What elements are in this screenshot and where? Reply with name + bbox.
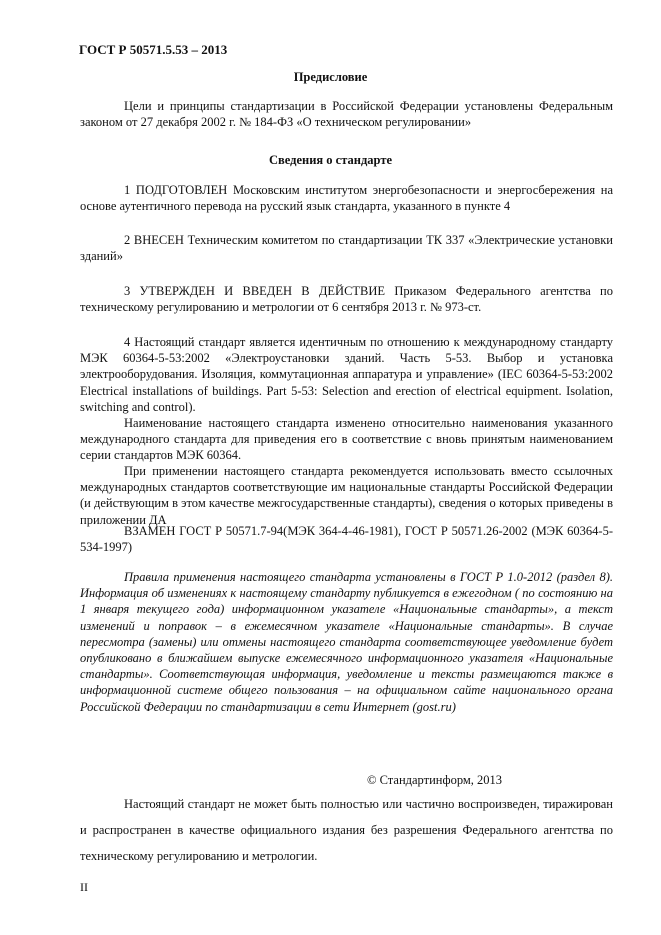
page-number: II xyxy=(80,880,88,894)
foreword-text: Цели и принципы стандартизации в Российской Федерации установлены Федеральным законом от 27 декабря 2002 г. № 184-ФЗ «О техническом регулировании» xyxy=(80,99,613,130)
info-item-1: 1 ПОДГОТОВЛЕН Московским институтом энергобезопасности и энергосбережения на основе аутентичного перевода на русский язык стандарта, указанного в пункте 4 xyxy=(80,183,613,214)
reproduction-notice: Настоящий стандарт не может быть полностью или частично воспроизведен, тиражирован и распространен в качестве официального издания без разрешения Федерального агентства по техническому регулированию и метрологии. xyxy=(80,797,613,863)
info-item-4-use: При применении настоящего стандарта рекомендуется использовать вместо ссылочных международных стандартов соответствующие им национальные стандарты Российской Федерации (и действующим в этом качестве межгосударственные стандарты), сведения о которых приведены в приложении ДА xyxy=(80,464,613,527)
info-item-3: 3 УТВЕРЖДЕН И ВВЕДЕН В ДЕЙСТВИЕ Приказом Федерального агентства по техническому регулированию и метрологии от 6 сентября 2013 г. № 973-ст. xyxy=(80,284,613,315)
info-item-5: ВЗАМЕН ГОСТ Р 50571.7-94(МЭК 364-4-46-1981), ГОСТ Р 50571.26-2002 (МЭК 60364-5-534-1997) xyxy=(80,524,613,555)
foreword-title: Предисловие xyxy=(293,70,368,84)
info-title: Сведения о стандарте xyxy=(268,153,393,167)
info-item-2: 2 ВНЕСЕН Техническим комитетом по стандартизации ТК 337 «Электрические установки зданий» xyxy=(80,233,613,264)
info-item-4-naming: Наименование настоящего стандарта изменено относительно наименования указанного международного стандарта для приведения его в соответствие с вновь принятым наименованием серии стандартов МЭК 60364. xyxy=(80,416,613,463)
info-item-4: 4 Настоящий стандарт является идентичным по отношению к международному стандарту МЭК 60364-5-53:2002 «Электроустановки зданий. Часть 5-53. Выбор и установка электрооборудования. Изоляция, коммутационная аппаратура и управление» (IEC 60364-5-53:2002 Electrical installations of buildings. Part 5-53: Selection and erection of electrical equipment. Isolation, switching and control). xyxy=(80,335,613,414)
copyright: © Стандартинформ, 2013 xyxy=(367,773,503,787)
document-header: ГОСТ Р 50571.5.53 – 2013 xyxy=(79,42,228,57)
rules-text: Правила применения настоящего стандарта установлены в ГОСТ Р 1.0-2012 (раздел 8). Информация об изменениях к настоящему стандарту публикуется в ежегодном ( по состоянию на 1 января текущего года) информационном указателе «Национальные стандарты», а текст изменений и поправок – в ежемесячном указателе «Национальные стандарты». В случае пересмотра (замены) или отмены настоящего стандарта соответствующее уведомление будет опубликовано в ближайшем выпуске ежемесячного информационного указателя «Национальные стандарты». Соответствующая информация, уведомление и тексты размещаются также в информационной системе общего пользования – на официальном сайте национального органа Российской Федерации по стандартизации в сети Интернет (gost.ru) xyxy=(80,570,613,714)
